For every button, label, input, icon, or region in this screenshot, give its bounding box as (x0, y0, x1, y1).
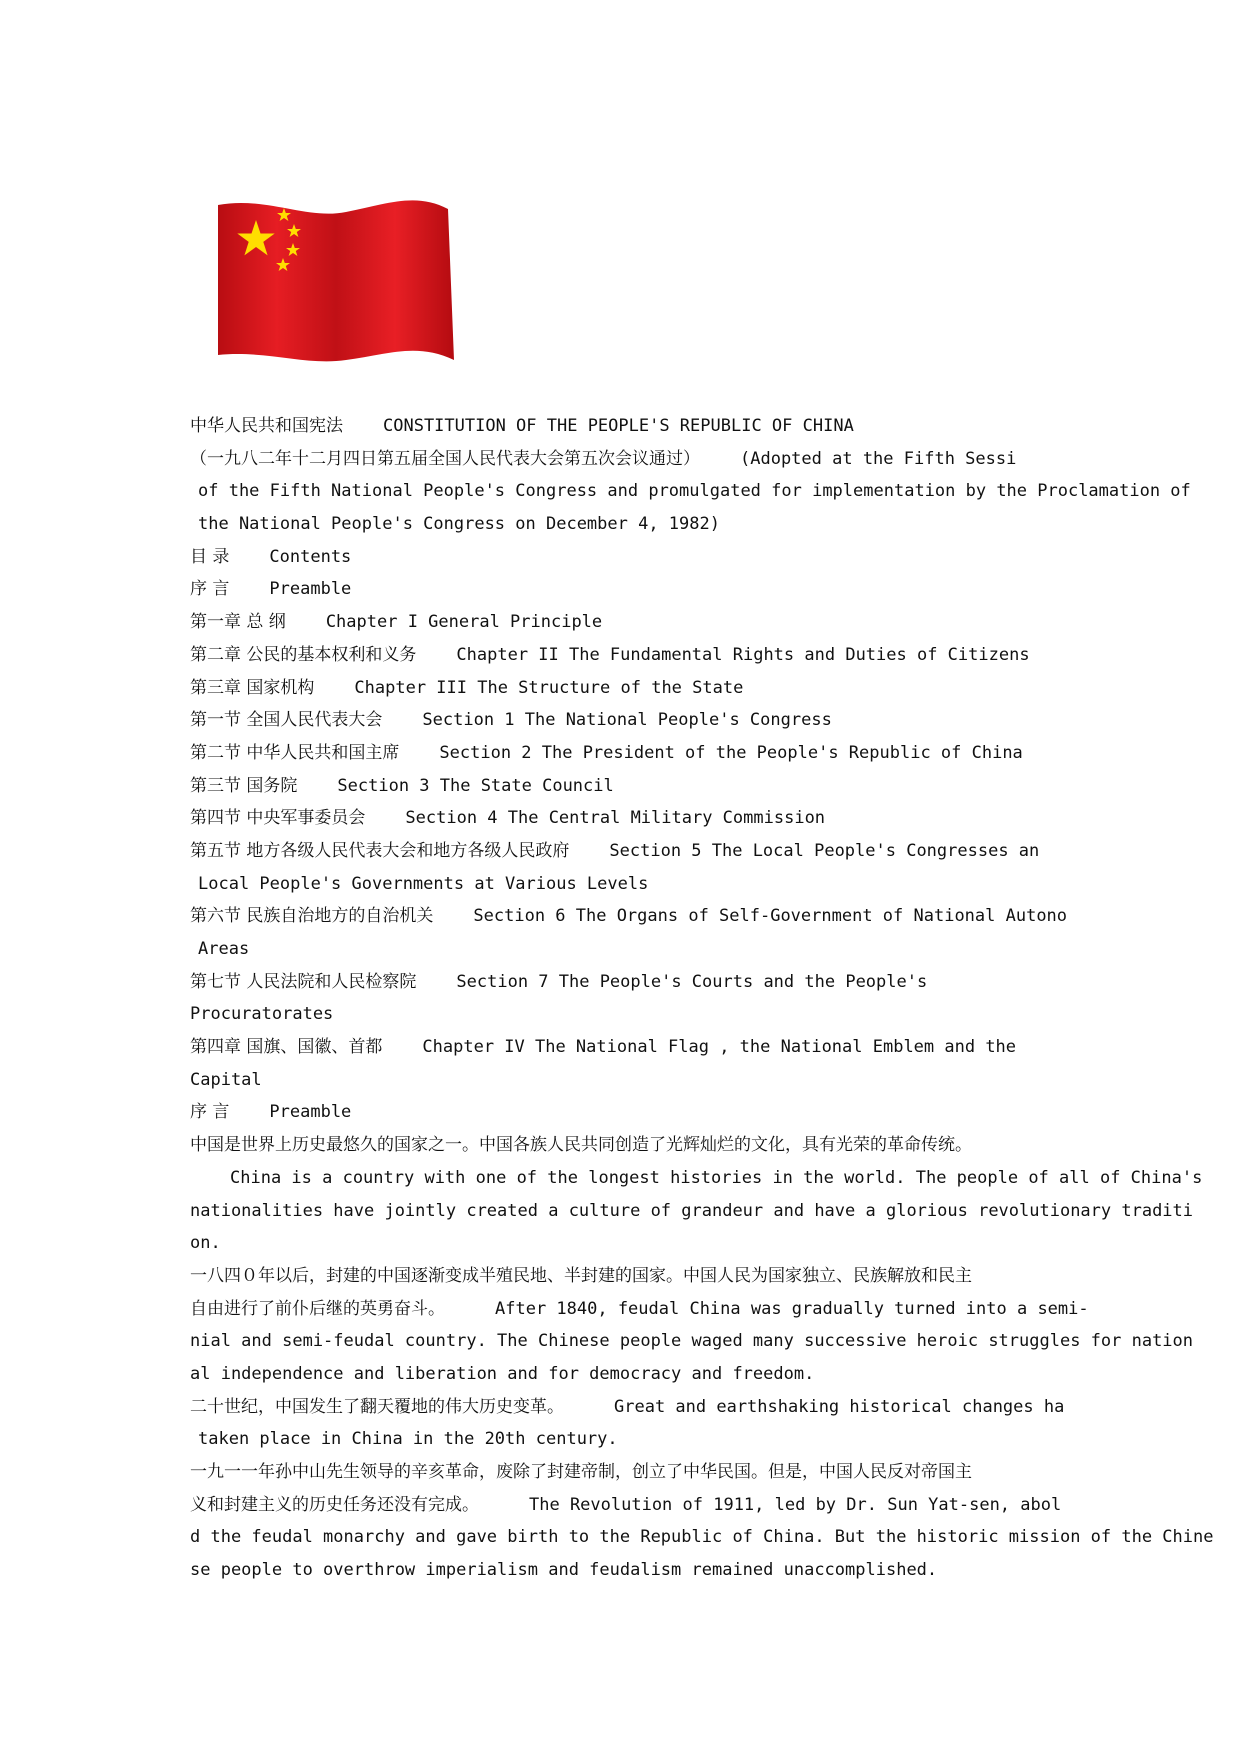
paragraph-line: d the feudal monarchy and gave birth to the Republic of China. But the historic mission of the Chine (190, 1527, 1214, 1548)
paragraph-line: al independence and liberation and for democracy and freedom. (190, 1363, 815, 1384)
adoption-note: （一九八二年十二月四日第五届全国人民代表大会第五次会议通过） (Adopted at the Fifth Sessi (190, 448, 1017, 469)
adoption-note-cont: the National People's Congress on December 4, 1982) (198, 514, 720, 535)
paragraph-line: 义和封建主义的历史任务还没有完成。 The Revolution of 1911, led by Dr. Sun Yat-sen, abol (190, 1494, 1062, 1515)
title-line: 中华人民共和国宪法 CONSTITUTION OF THE PEOPLE'S REPUBLIC OF CHINA (190, 416, 854, 436)
toc-item: 第二节 中华人民共和国主席 Section 2 The President of the People's Republic of China (190, 742, 1023, 763)
paragraph-line: 中国是世界上历史最悠久的国家之一。中国各族人民共同创造了光辉灿烂的文化，具有光荣的革命传统。 (190, 1135, 972, 1156)
toc-item: 序 言 Preamble (190, 579, 352, 600)
adoption-note-cont: of the Fifth National People's Congress and promulgated for implementation by the Proclamation of (198, 481, 1191, 502)
toc-item: 第七节 人民法院和人民检察院 Section 7 The People's Courts and the People's (190, 971, 928, 992)
toc-item-cont: Areas (198, 939, 250, 959)
preamble-heading: 序 言 Preamble (190, 1102, 352, 1123)
toc-item-cont: Procuratorates (190, 1004, 334, 1025)
document-body (190, 410, 1214, 1587)
paragraph-line: 一九一一年孙中山先生领导的辛亥革命，废除了封建帝制，创立了中华民国。但是，中国人民反对帝国主 (190, 1462, 972, 1482)
toc-item: 第四章 国旗、国徽、首都 Chapter IV The National Flag , the National Emblem and the (190, 1037, 1017, 1058)
toc-item: 第一节 全国人民代表大会 Section 1 The National People's Congress (190, 710, 832, 731)
paragraph-line: on. (190, 1233, 221, 1254)
toc-item: 第一章 总 纲 Chapter I General Principle (190, 612, 603, 633)
contents-heading: 目 录 Contents (190, 546, 352, 567)
toc-item: 第三节 国务院 Section 3 The State Council (190, 775, 614, 796)
paragraph-line: nial and semi-feudal country. The Chinese people waged many successive heroic struggles for nation (190, 1331, 1194, 1352)
paragraph-line: 自由进行了前仆后继的英勇奋斗。 After 1840, feudal China was gradually turned into a semi- (190, 1298, 1089, 1319)
toc-item: 第四节 中央军事委员会 Section 4 The Central Military Commission (190, 808, 826, 829)
paragraph-line: nationalities have jointly created a culture of grandeur and have a glorious revolutionary traditi (190, 1200, 1194, 1221)
paragraph-line: 二十世纪，中国发生了翻天覆地的伟大历史变革。 Great and earthshaking historical changes ha (190, 1396, 1065, 1417)
toc-item: 第二章 公民的基本权利和义务 Chapter II The Fundamental Rights and Duties of Citizens (190, 644, 1030, 665)
toc-item: 第六节 民族自治地方的自治机关 Section 6 The Organs of Self-Government of National Autono (190, 906, 1068, 927)
toc-item: 第五节 地方各级人民代表大会和地方各级人民政府 Section 5 The Local People's Congresses an (190, 840, 1040, 861)
chinese-flag-icon (216, 200, 466, 370)
toc-item-cont: Local People's Governments at Various Levels (198, 873, 649, 894)
paragraph-line: China is a country with one of the longest histories in the world. The people of all of China's (230, 1167, 1203, 1188)
paragraph-line: taken place in China in the 20th century. (198, 1429, 618, 1450)
paragraph-line: se people to overthrow imperialism and feudalism remained unaccomplished. (190, 1560, 938, 1581)
paragraph-line: 一八四０年以后，封建的中国逐渐变成半殖民地、半封建的国家。中国人民为国家独立、民族解放和民主 (190, 1265, 972, 1286)
toc-item: 第三章 国家机构 Chapter III The Structure of the State (190, 677, 744, 698)
toc-item-cont: Capital (190, 1069, 262, 1090)
